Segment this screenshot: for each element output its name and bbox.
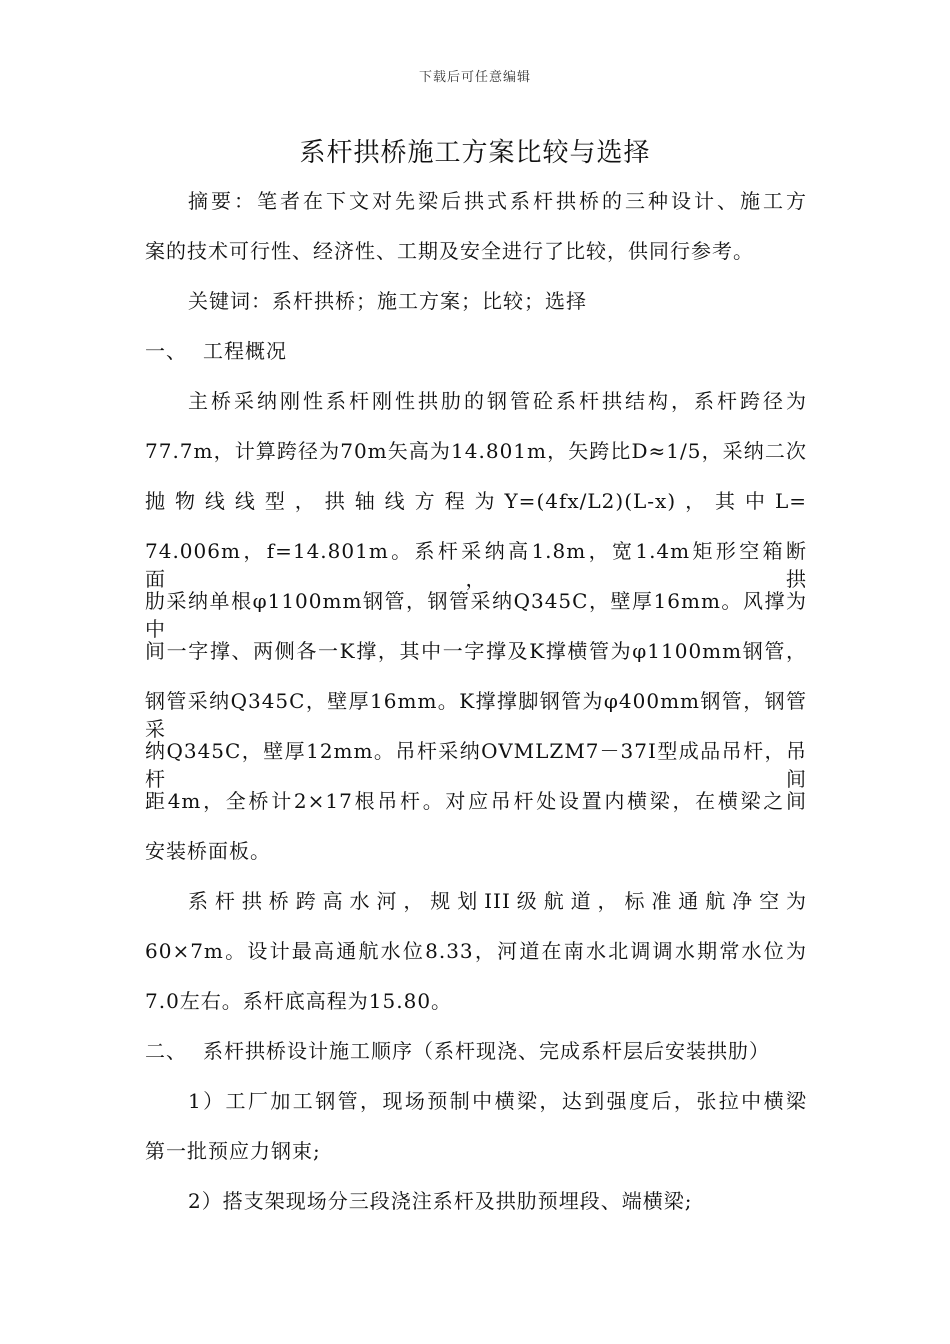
paragraph-line: 间一字撑、两侧各一K撑，其中一字撑及K撑横管为φ1100mm钢管， bbox=[145, 639, 807, 663]
step-line: 2）搭支架现场分三段浇注系杆及拱肋预埋段、端横梁; bbox=[188, 1189, 693, 1213]
paragraph-line: 77.7m，计算跨径为70m矢高为14.801m，矢跨比D≈1/5，采纳二次 bbox=[145, 439, 807, 463]
paragraph-line: 钢管采纳Q345C，壁厚16mm。K撑撑脚钢管为φ400mm钢管，钢管采 bbox=[145, 689, 807, 741]
step-line: 1）工厂加工钢管，现场预制中横梁，达到强度后，张拉中横梁 bbox=[188, 1089, 807, 1113]
paragraph-line: 系杆拱桥跨高水河，规划III级航道，标准通航净空为 bbox=[188, 889, 807, 913]
paragraph-line: 抛物线线型，拱轴线方程为Y=(4fx/L2)(L-x)，其中L= bbox=[145, 489, 807, 513]
section1-heading bbox=[145, 337, 807, 365]
section1-number: 一、 bbox=[145, 339, 187, 363]
section2-title: 系杆拱桥设计施工顺序（系杆现浇、完成系杆层后安装拱肋） bbox=[203, 1039, 770, 1063]
paragraph-line: 肋采纳单根φ1100mm钢管，钢管采纳Q345C，壁厚16mm。风撑为中 bbox=[145, 589, 807, 641]
paragraph-line: 7.0左右。系杆底高程为15.80。 bbox=[145, 989, 453, 1013]
paragraph-line: 60×7m。设计最高通航水位8.33，河道在南水北调调水期常水位为 bbox=[145, 939, 807, 963]
document-title: 系杆拱桥施工方案比较与选择 bbox=[299, 138, 651, 168]
paragraph-line: 74.006m，f=14.801m。系杆采纳高1.8m，宽1.4m矩形空箱断面，拱 bbox=[145, 539, 807, 591]
paragraph-line: 距4m，全桥计2×17根吊杆。对应吊杆处设置内横梁，在横梁之间 bbox=[145, 789, 807, 813]
section1-title: 工程概况 bbox=[203, 339, 287, 363]
paragraph-line: 主桥采纳刚性系杆刚性拱肋的钢管砼系杆拱结构，系杆跨径为 bbox=[188, 389, 807, 413]
abstract-line-2: 案的技术可行性、经济性、工期及安全进行了比较，供同行参考。 bbox=[145, 239, 754, 263]
step-line: 第一批预应力钢束; bbox=[145, 1139, 321, 1163]
paragraph-line: 安装桥面板。 bbox=[145, 839, 271, 863]
paragraph-line: 纳Q345C，壁厚12mm。吊杆采纳OVMLZM7－37I型成品吊杆，吊杆间 bbox=[145, 739, 807, 791]
abstract-line-1: 摘要：笔者在下文对先梁后拱式系杆拱桥的三种设计、施工方 bbox=[188, 189, 807, 213]
section2-number: 二、 bbox=[145, 1039, 187, 1063]
keywords: 关键词：系杆拱桥；施工方案；比较；选择 bbox=[188, 289, 587, 313]
section2-heading bbox=[145, 1037, 807, 1065]
header-note: 下载后可任意编辑 bbox=[418, 70, 531, 85]
